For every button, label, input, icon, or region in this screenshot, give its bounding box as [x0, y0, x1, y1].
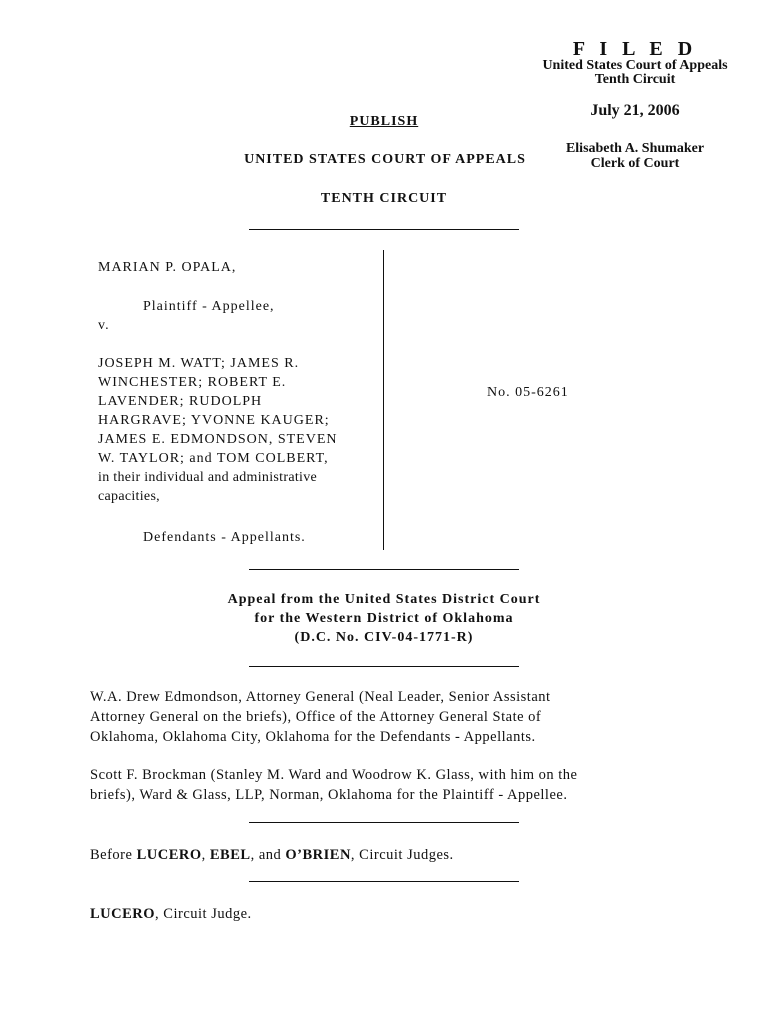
panel-suffix: , Circuit Judges.	[350, 847, 454, 863]
plaintiff-role: Plaintiff - Appellee,	[143, 299, 275, 314]
case-number: No. 05-6261	[487, 385, 569, 400]
defendants-line: WINCHESTER; ROBERT E.	[98, 375, 287, 390]
divider-rule	[249, 666, 519, 667]
court-heading: UNITED STATES COURT OF APPEALS	[244, 152, 526, 167]
defendants-line: LAVENDER; RUDOLPH	[98, 394, 263, 409]
counsel-line: briefs), Ward & Glass, LLP, Norman, Oklahoma for the Plaintiff - Appellee.	[90, 787, 568, 803]
panel-before: Before	[90, 847, 137, 863]
versus-label: v.	[98, 318, 110, 333]
defendants-line: capacities,	[98, 489, 160, 504]
divider-rule	[249, 881, 519, 882]
judge-name: O’BRIEN	[285, 847, 351, 863]
defendants-line: HARGRAVE; YVONNE KAUGER;	[98, 413, 330, 428]
divider-rule	[249, 229, 519, 230]
plaintiff-name: MARIAN P. OPALA,	[98, 260, 237, 275]
divider-rule	[249, 822, 519, 823]
filed-stamp-court: United States Court of Appeals	[542, 58, 728, 73]
filed-stamp-circuit: Tenth Circuit	[594, 72, 676, 87]
caption-divider	[383, 250, 384, 550]
author-title: , Circuit Judge.	[155, 906, 252, 922]
author-name: LUCERO	[90, 906, 156, 922]
appeal-line: for the Western District of Oklahoma	[254, 611, 514, 626]
defendants-line: JOSEPH M. WATT; JAMES R.	[98, 356, 300, 371]
panel-separator: , and	[250, 847, 286, 863]
clerk-title: Clerk of Court	[590, 156, 680, 171]
defendants-list	[98, 354, 338, 506]
counsel-line: Attorney General on the briefs), Office of the Attorney General State of	[90, 709, 542, 725]
defendants-line: W. TAYLOR; and TOM COLBERT,	[98, 451, 329, 466]
panel-line	[90, 845, 680, 865]
defendants-line: in their individual and administrative	[98, 470, 318, 485]
appeal-line: (D.C. No. CIV-04-1771-R)	[294, 630, 474, 645]
judge-name: EBEL	[209, 847, 251, 863]
counsel-appellee	[90, 765, 680, 805]
counsel-line: Oklahoma, Oklahoma City, Oklahoma for the Defendants - Appellants.	[90, 729, 536, 745]
filed-stamp-date: July 21, 2006	[590, 102, 680, 119]
defendants-line: JAMES E. EDMONDSON, STEVEN	[98, 432, 338, 447]
panel-separator: ,	[201, 847, 210, 863]
appeal-line: Appeal from the United States District Court	[227, 592, 541, 607]
defendants-role: Defendants - Appellants.	[143, 530, 306, 545]
circuit-heading: TENTH CIRCUIT	[320, 191, 448, 206]
judge-name: LUCERO	[136, 847, 202, 863]
counsel-line: W.A. Drew Edmondson, Attorney General (Neal Leader, Senior Assistant	[90, 689, 551, 705]
counsel-line: Scott F. Brockman (Stanley M. Ward and Woodrow K. Glass, with him on the	[90, 767, 578, 783]
opinion-author	[90, 904, 680, 924]
divider-rule	[249, 569, 519, 570]
filed-stamp-title: F I L E D	[572, 38, 698, 60]
publish-heading: PUBLISH	[349, 114, 419, 129]
counsel-appellants	[90, 687, 680, 747]
clerk-name: Elisabeth A. Shumaker	[565, 141, 705, 156]
